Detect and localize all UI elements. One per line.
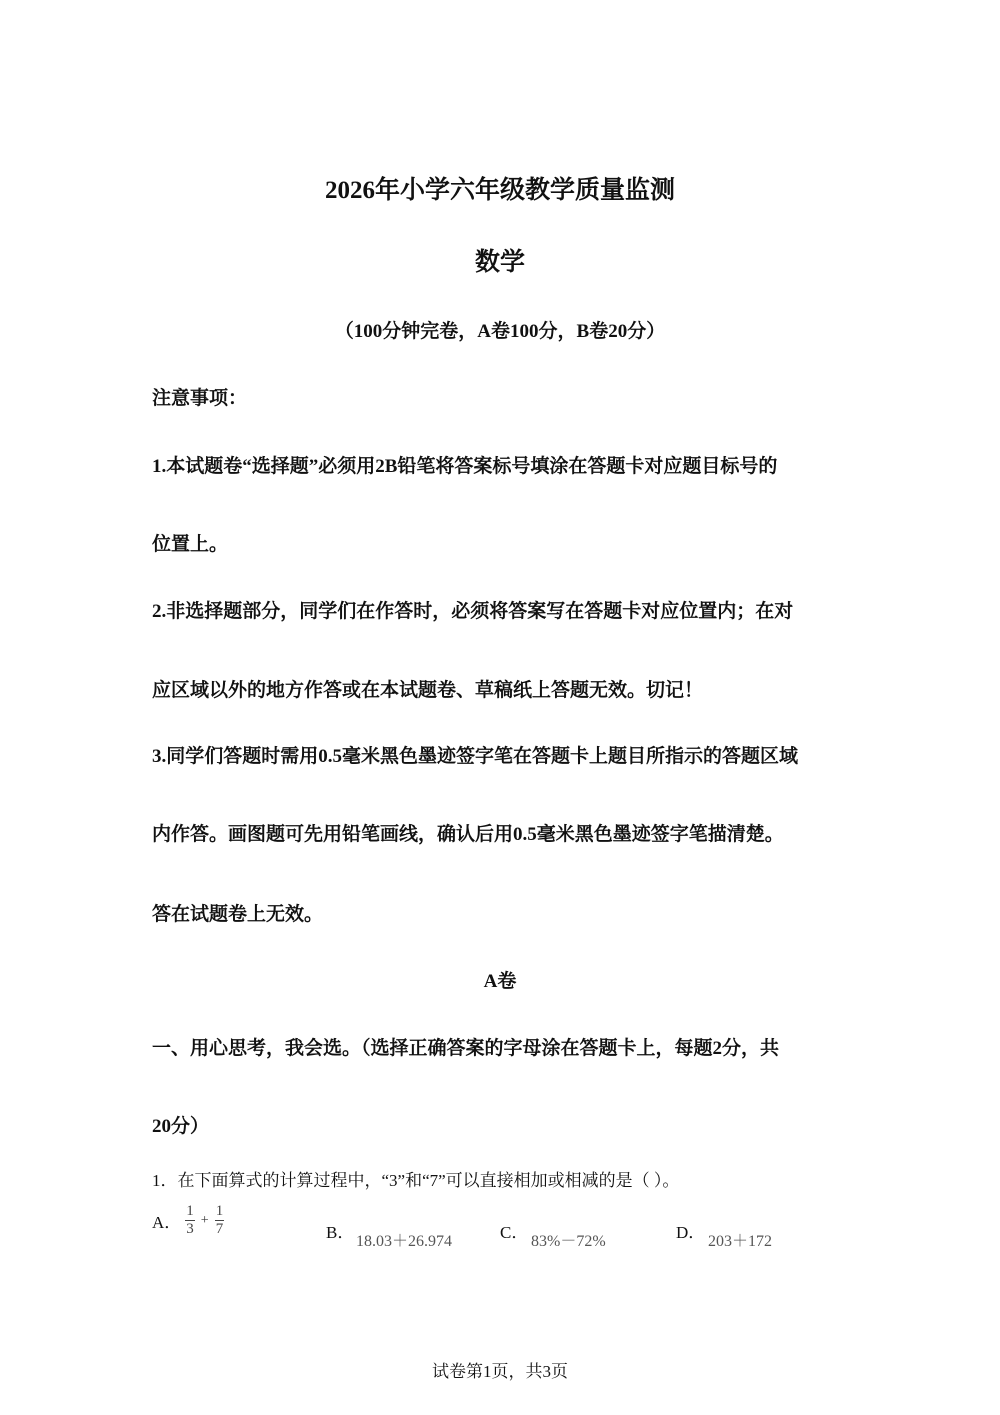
option-a-label: A．	[152, 1213, 182, 1232]
notice-line-6: 内作答。画图题可先用铅笔画线，确认后用0.5毫米黑色墨迹签字笔描清楚。	[152, 824, 784, 845]
option-b-expression: 18.03＋26.974	[356, 1233, 453, 1250]
notice-line-5: 3.同学们答题时需用0.5毫米黑色墨迹签字笔在答题卡上题目所指示的答题区域	[152, 746, 799, 767]
fraction-one-third: $\frac{1}{3}$	[186, 1203, 194, 1237]
exam-title: 2026年小学六年级教学质量监测	[324, 177, 675, 204]
section-a-label: A卷	[483, 971, 517, 992]
question-1-stem: 1．在下面算式的计算过程中，“3”和“7”可以直接相加或相减的是（ ）。	[152, 1171, 680, 1190]
option-c-label: C．	[500, 1223, 529, 1242]
option-b-label: B．	[326, 1223, 355, 1242]
notice-line-3: 2.非选择题部分，同学们在作答时，必须将答案写在答题卡对应位置内；在对	[152, 601, 794, 622]
notice-line-4: 应区域以外的地方作答或在本试题卷、草稿纸上答题无效。切记！	[152, 680, 704, 701]
time-note: （100分钟完卷，A卷100分，B卷20分）	[334, 321, 666, 342]
notice-line-1: 1.本试题卷“选择题”必须用2B铅笔将答案标号填涂在答题卡对应题目标号的	[152, 456, 778, 477]
option-d-label: D．	[676, 1223, 706, 1242]
part1-instructions-line1: 一、用心思考，我会选。（选择正确答案的字母涂在答题卡上，每题2分，共	[152, 1038, 780, 1059]
plus-sign: +	[200, 1212, 209, 1228]
page-footer: 试卷第1页，共3页	[432, 1362, 568, 1381]
notice-line-7: 答在试题卷上无效。	[152, 904, 324, 925]
part1-instructions-line2: 20分）	[152, 1116, 210, 1137]
notice-heading: 注意事项：	[152, 388, 248, 409]
notice-line-2: 位置上。	[152, 534, 229, 555]
subject-title: 数学	[474, 249, 525, 276]
option-d-expression: 203＋172	[708, 1233, 773, 1250]
fraction-one-seventh: $\frac{1}{7}$	[215, 1203, 224, 1237]
option-a	[152, 1203, 224, 1238]
option-c-expression: 83%－72%	[531, 1233, 606, 1250]
